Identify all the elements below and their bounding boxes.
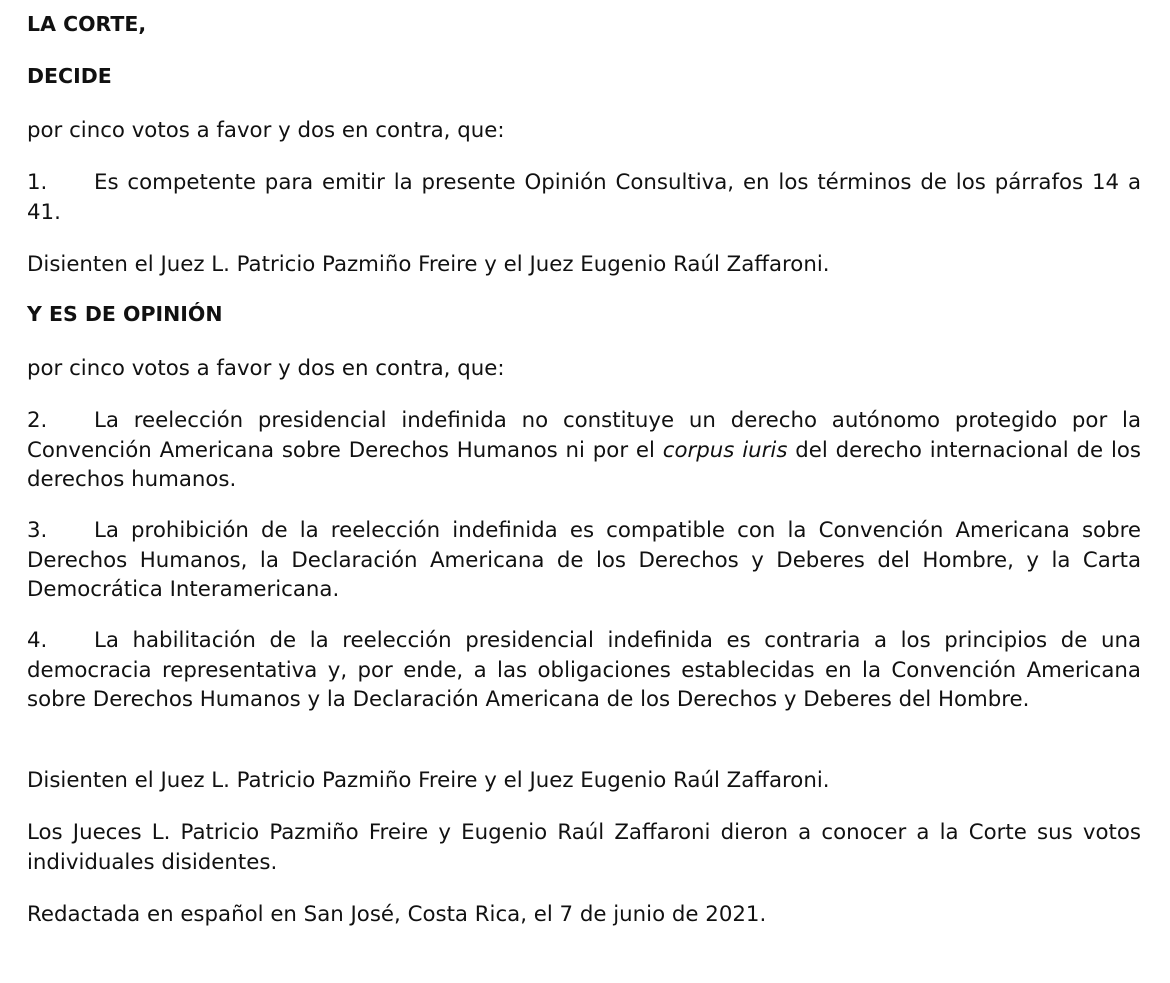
dissent-1: Disienten el Juez L. Patricio Pazmiño Freire y el Juez Eugenio Raúl Zaffaroni. [27, 252, 830, 277]
point-2-text-after: del derecho internacional de los derechos humanos. [27, 437, 1141, 492]
point-3 [27, 516, 1141, 605]
point-1 [27, 168, 1141, 227]
decide-heading: DECIDE [27, 64, 112, 88]
closing-line: Redactada en español en San José, Costa Rica, el 7 de junio de 2021. [27, 902, 767, 927]
vote-intro-1: por cinco votos a favor y dos en contra, que: [27, 118, 505, 143]
point-4 [27, 626, 1141, 715]
point-2-text-before: La reelección presidencial indefinida no constituye un derecho autónomo protegido por la Convención Americana sobre Derechos Humanos ni por el [27, 408, 1141, 463]
point-3-number: 3. [27, 518, 48, 543]
dissent-2: Disienten el Juez L. Patricio Pazmiño Freire y el Juez Eugenio Raúl Zaffaroni. [27, 768, 830, 793]
point-2-italic: corpus iuris [662, 437, 788, 463]
point-3-text: La prohibición de la reelección indefinida es compatible con la Convención Americana sobre Derechos Humanos, la Declaración Americana de los Derechos y Deberes del Hombre, y la Carta Democrática Interamericana. [27, 518, 1141, 602]
point-4-number: 4. [27, 628, 48, 653]
court-heading: LA CORTE, [27, 12, 147, 36]
point-1-text: Es competente para emitir la presente Opinión Consultiva, en los términos de los párrafos 14 a 41. [27, 170, 1141, 225]
vote-intro-2: por cinco votos a favor y dos en contra, que: [27, 356, 505, 381]
point-2 [27, 406, 1141, 495]
point-2-number: 2. [27, 408, 48, 433]
opinion-heading: Y ES DE OPINIÓN [27, 302, 223, 326]
point-1-number: 1. [27, 170, 48, 195]
point-4-text: La habilitación de la reelección presidencial indefinida es contraria a los principios de una democracia representativa y, por ende, a las obligaciones establecidas en la Convención Americana sobre Derechos Humanos y la Declaración Americana de los Derechos y Deberes del Hombre. [27, 628, 1141, 712]
individual-votes: Los Jueces L. Patricio Pazmiño Freire y Eugenio Raúl Zaffaroni dieron a conocer a la Corte sus votos individuales disidentes. [27, 820, 1141, 875]
